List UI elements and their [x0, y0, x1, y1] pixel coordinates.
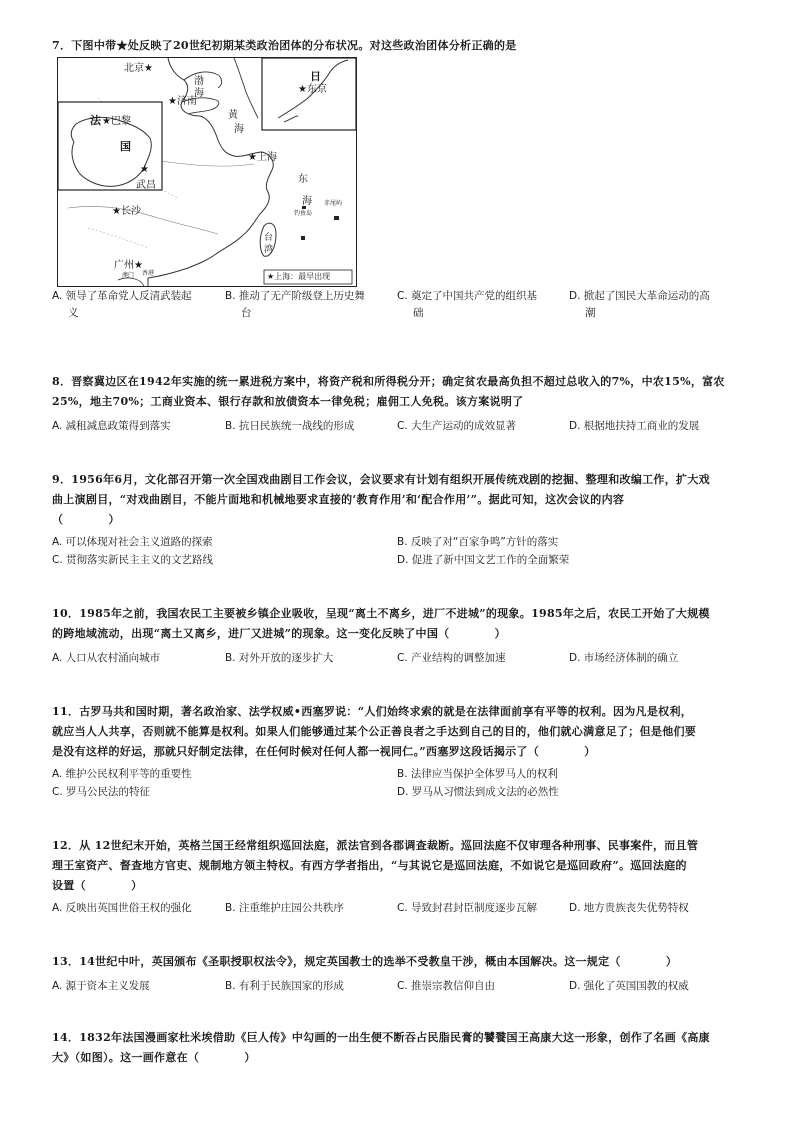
- q11-option-b[interactable]: B. 法律应当保护全体罗马人的权利: [397, 768, 558, 780]
- map-label-guo: 国: [120, 140, 131, 153]
- map-label-hai: 海: [302, 196, 312, 207]
- q9-option-c[interactable]: C. 贯彻落实新民主主义的文艺路线: [52, 554, 214, 566]
- q10-option-a[interactable]: A. 人口从农村涌向城市: [52, 652, 161, 664]
- q7-options: [52, 288, 742, 324]
- q12-option-a[interactable]: A. 反映出英国世俗王权的强化: [52, 902, 192, 914]
- q13-option-d[interactable]: D. 强化了英国国教的权威: [569, 980, 689, 992]
- map-label-ri: 日: [310, 70, 321, 83]
- map-label-chiwei: 赤尾屿: [324, 200, 343, 207]
- map-label-wuchang-star: ★: [140, 164, 149, 175]
- map-label-jinan: ★济南: [168, 96, 197, 107]
- q10-options: [52, 650, 742, 668]
- map-label-xianggang: 香港: [142, 270, 155, 277]
- map-label-taiwan: 台: [264, 233, 274, 243]
- q12-option-c[interactable]: C. 导致封君封臣制度逐步瓦解: [397, 902, 538, 914]
- q13-option-b[interactable]: B. 有利于民族国家的形成: [225, 980, 344, 992]
- map-label-paris: ★巴黎: [102, 116, 131, 127]
- map-label-guangzhou: 广州★: [114, 260, 143, 271]
- q9-option-b[interactable]: B. 反映了对“百家争鸣”方针的落实: [397, 536, 559, 548]
- q7-option-d[interactable]: D. 掀起了国民大革命运动的高 潮: [569, 290, 710, 319]
- q11-options: [52, 766, 742, 802]
- map-label-taiwan-2: 湾: [264, 245, 274, 255]
- map-label-wuchang: 武昌: [136, 180, 156, 191]
- q8-option-c[interactable]: C. 大生产运动的成效显著: [397, 420, 517, 432]
- map-label-huanghai: 黄: [228, 110, 238, 121]
- map-label-aomen: 澳门: [122, 272, 135, 279]
- map-label-bohai-2: 海: [194, 88, 204, 99]
- q12-option-d[interactable]: D. 地方贵族丧失优势特权: [569, 902, 689, 914]
- q10-stem: 10．1985年之前，我国农民工主要被乡镇企业吸收，呈现“离土不离乡，进厂不进城”的现象。1985年之后，农民工开始了大规模 的跨地域流动，出现“离土又离乡，进厂又进城”的现象。这一变化反映了中国（ ）: [52, 607, 710, 640]
- q13-option-a[interactable]: A. 源于资本主义发展: [52, 980, 150, 992]
- q11-option-a[interactable]: A. 维护公民权利平等的重要性: [52, 768, 192, 780]
- q11-option-d[interactable]: D. 罗马从习惯法到成文法的必然性: [397, 786, 559, 798]
- map-label-diaoyu: 钓鱼岛: [294, 210, 313, 217]
- q12-stem: 12．从 12世纪末开始，英格兰国王经常组织巡回法庭，派法官到各郡调查裁断。巡回法庭不仅审理各种刑事、民事案件，而且管 理王室资产、督查地方官吏、规制地方领主特权。有西方学者指出，“与其说它是巡回法庭，不如说它是巡回政府”。巡回法庭的 设置（ ）: [52, 839, 699, 892]
- q9-options: [52, 534, 742, 570]
- q8-option-b[interactable]: B. 抗日民族统一战线的形成: [225, 420, 355, 432]
- q10-option-b[interactable]: B. 对外开放的逐步扩大: [225, 652, 334, 664]
- map-label-tokyo: ★东京: [298, 84, 327, 95]
- map-label-changsha: ★长沙: [112, 206, 141, 217]
- q7-stem: 7．下图中带★处反映了20世纪初期某类政治团体的分布状况。对这些政治团体分析正确的是: [52, 39, 517, 52]
- q9-stem: 9．1956年6月，文化部召开第一次全国戏曲剧目工作会议，会议要求有计划有组织开展传统戏剧的挖掘、整理和改编工作，扩大戏 曲上演剧目，“对戏曲剧目，不能片面地和机械地要求直接的‘教育作用’和‘配合作用’”。据此可知，这次会议的内容 （ ）: [52, 473, 710, 526]
- q7-option-c[interactable]: C. 奠定了中国共产党的组织基 础: [397, 290, 538, 319]
- q13-options: [52, 978, 742, 996]
- q13-stem: 13．14世纪中叶，英国颁布《圣职授职权法令》，规定英国教士的选举不受教皇干涉，概由本国解决。这一规定（ ）: [52, 955, 678, 968]
- map-label-huanghai-2: 海: [234, 124, 244, 135]
- q11-option-c[interactable]: C. 罗马公民法的特征: [52, 786, 151, 798]
- q12-option-b[interactable]: B. 注重维护庄园公共秩序: [225, 902, 344, 914]
- map-label-fa: 法: [90, 114, 101, 127]
- q10-option-d[interactable]: D. 市场经济体制的确立: [569, 652, 679, 664]
- q7-option-b[interactable]: B. 推动了无产阶级登上历史舞 台: [225, 290, 365, 319]
- q7-option-a[interactable]: A. 领导了革命党人反清武装起 义: [52, 290, 192, 319]
- q11-stem: 11．古罗马共和国时期，著名政治家、法学权威•西塞罗说：“人们始终求索的就是在法律面前享有平等的权利。因为凡是权利， 就应当人人共享，否则就不能算是权利。如果人们能够通过某个公正善良者之手达到自己的目的，他们就心满意足了；但是他们要 是没有这样的好运，那就只好制定法律，在任何时候对任何人都一视同仁。”西塞罗这段话揭示了（ ）: [52, 705, 697, 758]
- map-label-dong: 东: [298, 174, 308, 185]
- q14-stem: 14．1832年法国漫画家杜米埃借助《巨人传》中勾画的一出生便不断吞占民脂民膏的饕餮国王高康大这一形象，创作了名画《高康 大》（如图）。这一画作意在（ ）: [52, 1031, 710, 1064]
- map-legend: ★上海：最早出现: [267, 272, 331, 281]
- q8-options: [52, 418, 742, 436]
- q8-stem: 8．晋察冀边区在1942年实施的统一累进税方案中，将资产税和所得税分开；确定贫农最高负担不超过总收入的7%，中农15%，富农 25%，地主70%；工商业资本、银行存款和放债资本一律免税；雇佣工人免税。该方案说明了: [52, 375, 725, 408]
- map-label-beijing: 北京★: [124, 63, 153, 74]
- q8-option-d[interactable]: D. 根据地扶持工商业的发展: [569, 420, 700, 432]
- china-coastline: [148, 58, 273, 286]
- q9-option-a[interactable]: A. 可以体现对社会主义道路的探索: [52, 536, 213, 548]
- q12-options: [52, 900, 742, 918]
- q13-option-c[interactable]: C. 推崇宗教信仰自由: [397, 980, 496, 992]
- map-label-shanghai: ★上海: [248, 152, 277, 163]
- q10-option-c[interactable]: C. 产业结构的调整加速: [397, 652, 506, 664]
- map-label-bohai: 渤: [194, 76, 204, 87]
- q8-option-a[interactable]: A. 减租减息政策得到落实: [52, 420, 171, 432]
- q7-map: [57, 57, 357, 287]
- q9-option-d[interactable]: D. 促进了新中国文艺工作的全面繁荣: [397, 554, 570, 566]
